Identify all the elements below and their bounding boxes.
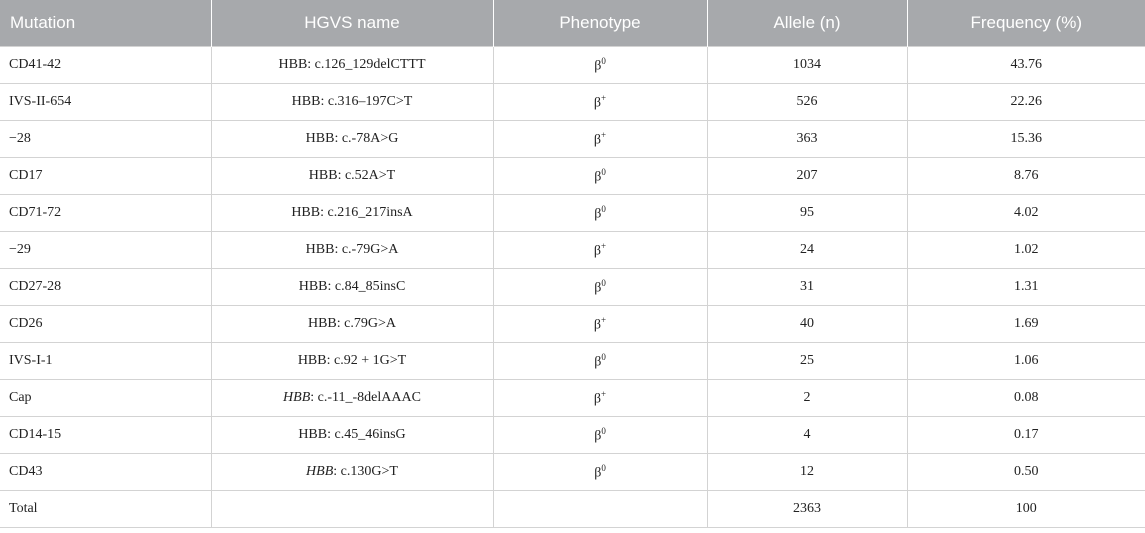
hgvs-notation: : c.126_129delCTTT — [307, 57, 426, 72]
hgvs-gene: HBB — [307, 316, 337, 331]
table-row — [0, 158, 1145, 195]
cell-mutation: Cap — [0, 380, 211, 417]
hgvs-gene: HBB — [297, 353, 327, 368]
cell-hgvs-name — [211, 47, 493, 84]
cell-hgvs-name — [211, 232, 493, 269]
cell-allele: 12 — [707, 454, 907, 491]
phenotype-superscript: + — [601, 92, 607, 103]
cell-frequency: 15.36 — [907, 121, 1145, 158]
phenotype-symbol: β — [593, 95, 602, 111]
cell-mutation: CD27-28 — [0, 269, 211, 306]
cell-hgvs-name — [211, 380, 493, 417]
cell-frequency: 1.69 — [907, 306, 1145, 343]
cell-mutation: CD17 — [0, 158, 211, 195]
hgvs-gene: HBB — [278, 57, 308, 72]
cell-frequency: 8.76 — [907, 158, 1145, 195]
hgvs-notation: : c.-11_-8delAAAC — [310, 390, 421, 405]
header-phenotype: Phenotype — [493, 0, 707, 47]
hgvs-notation: : c.84_85insC — [327, 279, 406, 294]
cell-mutation: Total — [0, 491, 211, 528]
cell-allele: 363 — [707, 121, 907, 158]
cell-allele: 2 — [707, 380, 907, 417]
cell-mutation: −28 — [0, 121, 211, 158]
hgvs-notation: : c.52A>T — [337, 168, 396, 183]
hgvs-notation: : c.92 + 1G>T — [326, 353, 407, 368]
cell-allele: 526 — [707, 84, 907, 121]
phenotype-superscript: 0 — [601, 55, 606, 66]
hgvs-gene: HBB — [298, 279, 328, 294]
header-hgvs-name: HGVS name — [211, 0, 493, 47]
phenotype-superscript: 0 — [601, 351, 606, 362]
table-row — [0, 306, 1145, 343]
cell-frequency: 1.06 — [907, 343, 1145, 380]
hgvs-gene: HBB — [306, 464, 334, 479]
cell-hgvs-name — [211, 306, 493, 343]
cell-allele: 207 — [707, 158, 907, 195]
phenotype-symbol: β — [594, 280, 602, 296]
table-row — [0, 232, 1145, 269]
phenotype-superscript: 0 — [601, 462, 606, 473]
phenotype-superscript: 0 — [601, 277, 606, 288]
phenotype-superscript: + — [601, 129, 607, 140]
cell-allele: 4 — [707, 417, 907, 454]
cell-mutation: CD71-72 — [0, 195, 211, 232]
phenotype-symbol: β — [593, 132, 602, 148]
cell-phenotype — [493, 232, 707, 269]
hgvs-notation: : c.45_46insG — [327, 427, 406, 442]
cell-phenotype — [493, 84, 707, 121]
table-row — [0, 491, 1145, 528]
table-row — [0, 84, 1145, 121]
hgvs-gene: HBB — [283, 390, 311, 405]
phenotype-symbol: β — [593, 391, 602, 407]
cell-frequency: 1.31 — [907, 269, 1145, 306]
cell-hgvs-name — [211, 158, 493, 195]
cell-phenotype — [493, 343, 707, 380]
phenotype-symbol: β — [594, 169, 602, 185]
cell-phenotype — [493, 121, 707, 158]
cell-frequency: 43.76 — [907, 47, 1145, 84]
cell-hgvs-name — [211, 491, 493, 528]
cell-allele: 2363 — [707, 491, 907, 528]
phenotype-symbol: β — [594, 428, 602, 444]
header-allele: Allele (n) — [707, 0, 907, 47]
phenotype-symbol: β — [593, 243, 602, 259]
cell-allele: 1034 — [707, 47, 907, 84]
hgvs-gene: HBB — [298, 427, 328, 442]
cell-frequency: 4.02 — [907, 195, 1145, 232]
cell-phenotype — [493, 417, 707, 454]
cell-frequency: 1.02 — [907, 232, 1145, 269]
hgvs-gene: HBB — [291, 205, 321, 220]
table-body — [0, 47, 1145, 528]
phenotype-superscript: + — [601, 388, 607, 399]
phenotype-superscript: + — [601, 240, 607, 251]
hgvs-notation: : c.-79G>A — [334, 242, 399, 257]
hgvs-notation: : c.316–197C>T — [320, 94, 413, 109]
cell-mutation: CD41-42 — [0, 47, 211, 84]
cell-phenotype — [493, 158, 707, 195]
cell-mutation: CD43 — [0, 454, 211, 491]
table-row — [0, 343, 1145, 380]
cell-frequency: 100 — [907, 491, 1145, 528]
phenotype-superscript: 0 — [601, 425, 606, 436]
cell-hgvs-name — [211, 84, 493, 121]
header-frequency: Frequency (%) — [907, 0, 1145, 47]
table-row — [0, 269, 1145, 306]
phenotype-superscript: 0 — [601, 166, 606, 177]
hgvs-notation: : c.79G>A — [336, 316, 397, 331]
hgvs-gene: HBB — [305, 131, 335, 146]
phenotype-symbol: β — [594, 354, 602, 370]
cell-phenotype — [493, 380, 707, 417]
cell-hgvs-name — [211, 454, 493, 491]
header-row — [0, 0, 1145, 47]
cell-allele: 24 — [707, 232, 907, 269]
hgvs-gene: HBB — [308, 168, 338, 183]
hgvs-gene: HBB — [291, 94, 321, 109]
cell-frequency: 0.08 — [907, 380, 1145, 417]
cell-frequency: 0.50 — [907, 454, 1145, 491]
cell-allele: 25 — [707, 343, 907, 380]
cell-mutation: −29 — [0, 232, 211, 269]
hgvs-notation: : c.-78A>G — [334, 131, 399, 146]
cell-phenotype — [493, 269, 707, 306]
cell-frequency: 0.17 — [907, 417, 1145, 454]
table-row — [0, 380, 1145, 417]
cell-phenotype — [493, 454, 707, 491]
cell-mutation: CD14-15 — [0, 417, 211, 454]
cell-hgvs-name — [211, 195, 493, 232]
table-row — [0, 121, 1145, 158]
phenotype-symbol: β — [594, 465, 602, 481]
phenotype-superscript: 0 — [601, 203, 606, 214]
cell-mutation: CD26 — [0, 306, 211, 343]
cell-mutation: IVS-II-654 — [0, 84, 211, 121]
cell-allele: 95 — [707, 195, 907, 232]
cell-phenotype — [493, 491, 707, 528]
cell-hgvs-name — [211, 121, 493, 158]
phenotype-symbol: β — [594, 206, 602, 222]
hgvs-notation: : c.216_217insA — [320, 205, 413, 220]
header-mutation: Mutation — [0, 0, 211, 47]
cell-hgvs-name — [211, 417, 493, 454]
phenotype-symbol: β — [594, 58, 602, 74]
cell-allele: 31 — [707, 269, 907, 306]
cell-phenotype — [493, 47, 707, 84]
table-row — [0, 47, 1145, 84]
phenotype-superscript: + — [601, 314, 607, 325]
cell-hgvs-name — [211, 343, 493, 380]
cell-mutation: IVS-I-1 — [0, 343, 211, 380]
cell-allele: 40 — [707, 306, 907, 343]
hgvs-gene: HBB — [305, 242, 335, 257]
cell-hgvs-name — [211, 269, 493, 306]
table-row — [0, 417, 1145, 454]
cell-phenotype — [493, 195, 707, 232]
phenotype-symbol: β — [593, 317, 602, 333]
table-row — [0, 454, 1145, 491]
cell-phenotype — [493, 306, 707, 343]
cell-frequency: 22.26 — [907, 84, 1145, 121]
table-row — [0, 195, 1145, 232]
hgvs-notation: : c.130G>T — [333, 464, 398, 479]
